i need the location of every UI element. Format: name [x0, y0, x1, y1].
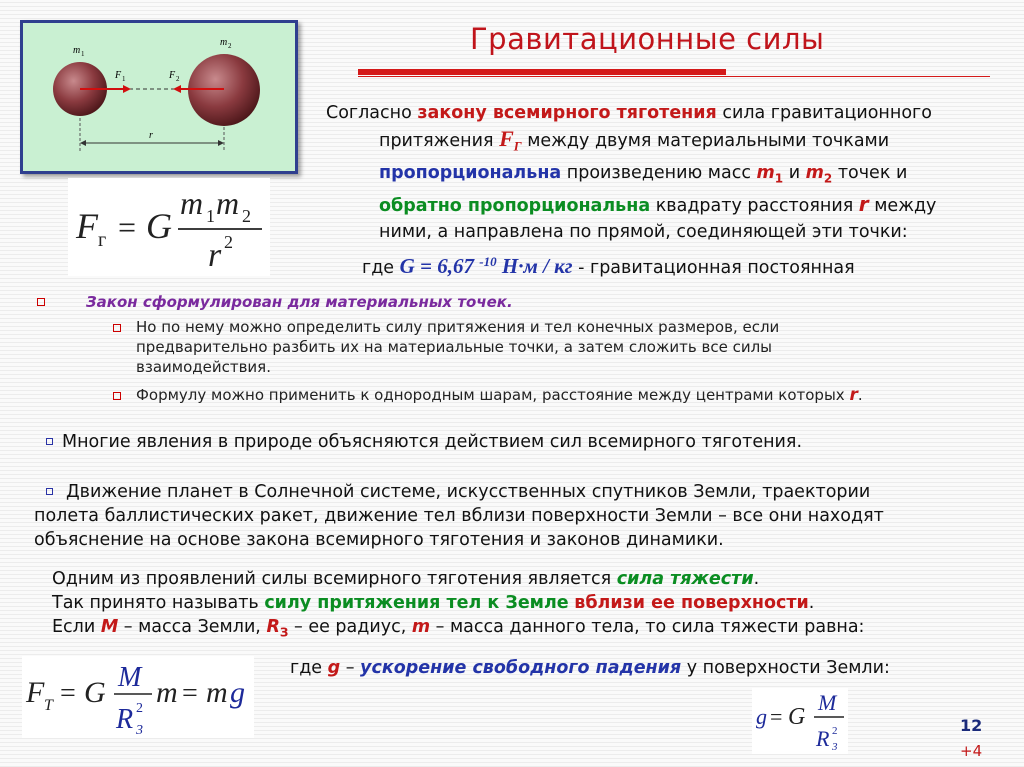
finite-bodies-line: взаимодействия.	[136, 358, 271, 376]
f1-sub: 1	[122, 75, 126, 83]
formula-num-2: 2	[242, 206, 251, 226]
r-symbol: r	[849, 385, 858, 405]
gravity-force-highlight: сила тяжести	[616, 569, 754, 589]
weight-F-sub: T	[44, 697, 53, 714]
weight-eq2: =	[182, 678, 198, 709]
g-formula-svg	[752, 688, 848, 754]
formula-num-m2: m	[216, 185, 240, 221]
inverse-proportional-highlight: обратно пропорциональна	[379, 196, 651, 216]
g-text: где	[290, 658, 328, 678]
m1-label: m	[73, 45, 81, 56]
M-symbol: M	[100, 617, 119, 637]
r-label: r	[149, 130, 153, 141]
planets-paragraph	[34, 480, 1014, 552]
planets-line: объяснение на основе закона всемирного тяготения и законов динамики.	[34, 530, 724, 550]
f2-label: F	[169, 70, 176, 81]
gravity-text: .	[808, 593, 815, 613]
formula-den-r: r	[208, 237, 222, 274]
constant-text: - гравитационная постоянная	[572, 257, 855, 278]
phenomena-line: Многие явления в природе объясняются действием сил всемирного тяготения.	[62, 432, 803, 452]
formula-eq: =	[118, 209, 137, 245]
weight-m: m	[156, 676, 178, 709]
weight-F: F	[26, 676, 45, 709]
weight-den-sub: 3	[136, 723, 143, 738]
free-fall-highlight: ускорение свободного падения	[360, 658, 682, 678]
bullet-material-points	[86, 291, 513, 313]
formula-num-1: 1	[206, 206, 215, 226]
m1-sub: 1	[81, 50, 85, 58]
m-symbol: m	[411, 617, 431, 637]
gravity-text: Одним из проявлений силы всемирного тяготения является	[52, 569, 617, 589]
m1-subscript: 1	[774, 171, 784, 185]
law-line-1	[326, 100, 1006, 126]
gravity-text: Так принято называть	[52, 593, 265, 613]
formula-G: G	[146, 206, 172, 246]
gformula-G: G	[788, 704, 806, 730]
force-symbol: F	[499, 126, 514, 151]
spheres-text: Формулу можно применить к однородным шарам, расстояние между центрами которых	[136, 386, 850, 404]
formula-den-pow: 2	[224, 232, 233, 252]
planets-line: полета баллистических ракет, движение тел вблизи поверхности Земли – все они находят	[34, 506, 884, 526]
two-masses-diagram	[23, 23, 295, 171]
law-text: и	[783, 162, 806, 183]
m2-label: m	[220, 37, 228, 48]
weight-mg-m: m	[206, 676, 228, 709]
gformula-den-pow: 2	[832, 725, 838, 737]
r-arrow-left	[80, 140, 86, 146]
page-number: 12	[960, 716, 983, 735]
title-underline-line	[358, 76, 990, 77]
attraction-highlight: силу притяжения тел к Земле	[264, 593, 569, 613]
law-text: произведению масс	[561, 162, 757, 183]
bullet-square-icon	[37, 298, 45, 306]
law-text: сила гравитационного	[716, 103, 932, 123]
gravity-text: .	[753, 569, 760, 589]
force-arrow-1-head	[123, 85, 131, 93]
constant-text: где	[362, 257, 400, 278]
bullet-finite-bodies	[136, 317, 876, 377]
constant-units: Н·м / кг	[496, 253, 573, 278]
gformula-den-sub: 3	[832, 741, 838, 753]
weight-formula-svg	[22, 656, 254, 738]
gravity-paragraph	[52, 567, 1012, 645]
law-text: между двумя материальными точками	[521, 131, 890, 151]
gravity-line-1	[52, 567, 1012, 591]
law-line-5: ними, а направлена по прямой, соединяющей эти точки:	[379, 222, 908, 242]
bullet-square-icon	[113, 392, 121, 400]
law-text: притяжения	[379, 131, 500, 151]
gravity-text: – ее радиус,	[288, 617, 412, 637]
constant-value: G = 6,67	[399, 253, 480, 278]
weight-num-M: M	[118, 662, 142, 693]
r-symbol: r	[858, 192, 869, 216]
law-text: Согласно	[326, 103, 418, 123]
gravity-text: – масса данного тела, то сила тяжести равна:	[430, 617, 865, 637]
finite-bodies-line: предварительно разбить их на материальные точки, а затем сложить все силы	[136, 338, 773, 356]
force-subscript: Г	[513, 138, 522, 154]
g-text: у поверхности Земли:	[681, 658, 890, 678]
law-text: между	[868, 196, 937, 216]
law-text: точек и	[832, 162, 908, 183]
page-extra: +4	[960, 742, 983, 760]
formula-num-m1: m	[180, 185, 204, 221]
R-symbol: R	[266, 617, 280, 637]
gformula-num-M: M	[818, 690, 837, 715]
f1-label: F	[115, 70, 122, 81]
gravity-text: – масса Земли,	[118, 617, 267, 637]
gravitation-formula	[68, 178, 270, 276]
bullet-small-icon	[46, 438, 53, 445]
bullet-spheres	[136, 385, 956, 405]
g-symbol: g	[327, 658, 341, 678]
surface-highlight: вблизи ее поверхности	[574, 593, 809, 613]
proportional-highlight: пропорциональна	[379, 162, 562, 183]
weight-formula	[22, 656, 254, 738]
gravitation-formula-svg	[68, 178, 270, 276]
weight-den-pow: 2	[136, 701, 143, 716]
m2-symbol: m	[805, 162, 824, 183]
formula-F-sub: г	[98, 229, 107, 251]
law-paragraph	[326, 100, 1006, 245]
m2-sub: 2	[228, 42, 232, 50]
law-line-3	[326, 160, 1006, 192]
material-points-text: Закон сформулирован для материальных точек.	[86, 293, 513, 311]
gravitational-constant-line	[362, 249, 855, 281]
spheres-text: .	[857, 386, 863, 404]
gformula-g: g	[756, 704, 767, 729]
bullet-square-icon	[113, 324, 121, 332]
R-subscript: З	[279, 625, 289, 640]
two-masses-figure	[20, 20, 298, 174]
weight-G: G	[84, 676, 106, 709]
law-line-4	[326, 191, 1006, 219]
g-definition-line	[290, 656, 890, 680]
gravity-line-2	[52, 591, 1012, 615]
title-underline-bar	[358, 69, 726, 75]
formula-F: F	[76, 206, 98, 246]
law-line-2	[326, 126, 1006, 160]
finite-bodies-line: Но по нему можно определить силу притяжения и тел конечных размеров, если	[136, 318, 780, 336]
law-name-highlight: закону всемирного тяготения	[417, 103, 717, 123]
gravity-line-3	[52, 615, 1012, 645]
m1-symbol: m	[756, 162, 775, 183]
f2-sub: 2	[176, 75, 180, 83]
force-arrow-2-head	[173, 85, 181, 93]
planets-line: Движение планет в Солнечной системе, искусственных спутников Земли, траектории	[66, 482, 871, 502]
gravity-text: Если	[52, 617, 101, 637]
constant-exponent: -10	[479, 254, 497, 269]
weight-eq1: =	[60, 678, 76, 709]
g-text: –	[340, 658, 361, 678]
page-title: Гравитационные силы	[470, 22, 825, 56]
weight-mg-g: g	[230, 676, 245, 709]
law-text: квадрату расстояния	[650, 196, 859, 216]
g-formula	[752, 688, 848, 754]
m2-subscript: 2	[823, 171, 833, 185]
weight-den-R: R	[116, 704, 134, 735]
gformula-eq: =	[770, 704, 783, 729]
gformula-den-R: R	[816, 726, 830, 751]
r-arrow-right	[218, 140, 224, 146]
